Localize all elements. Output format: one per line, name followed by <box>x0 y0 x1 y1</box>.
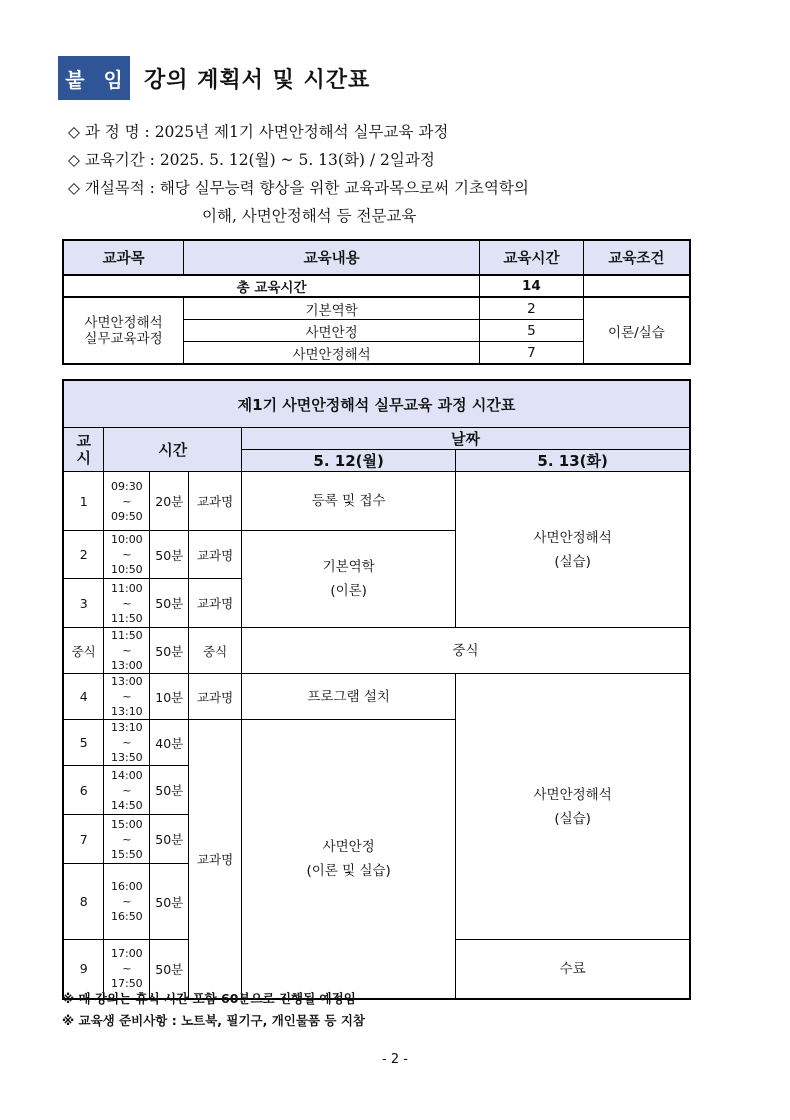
page-number: - 2 - <box>382 1052 408 1067</box>
duration: 50분 <box>150 815 189 864</box>
summary-content-row: 기본역학 <box>184 297 480 320</box>
duration: 50분 <box>150 579 189 628</box>
subject-name: 교과명 <box>189 720 242 999</box>
course-purpose-line: ◇ 개설목적 : 해당 실무능력 향상을 위한 교육과목으로써 기초역학의 <box>68 179 529 197</box>
summary-subject: 사면안정해석 실무교육과정 <box>63 297 184 364</box>
time-column-header: 시간 <box>104 428 242 472</box>
day1-afternoon-session: 사면안정 (이론 및 실습) <box>242 720 456 999</box>
note-break-policy: ※ 매 강의는 휴식 시간 포함 60분으로 진행될 예정임 <box>62 991 356 1006</box>
summary-content-row: 사면안정 <box>184 320 480 342</box>
time-range: 13:10 ~ 13:50 <box>104 720 150 766</box>
day1-basic-mechanics: 기본역학 (이론) <box>242 531 456 628</box>
period-number: 1 <box>63 472 104 531</box>
period-number: 5 <box>63 720 104 766</box>
subject-name: 중식 <box>189 628 242 674</box>
summary-condition: 이론/실습 <box>583 297 690 364</box>
summary-content-row: 사면안정해석 <box>184 342 480 365</box>
period-number: 3 <box>63 579 104 628</box>
notes <box>62 988 365 1032</box>
day2-header: 5. 13(화) <box>456 450 690 472</box>
note-preparation: ※ 교육생 준비사항 : 노트북, 필기구, 개인물품 등 지참 <box>62 1013 365 1028</box>
time-range: 13:00 ~ 13:10 <box>104 674 150 720</box>
schedule-table <box>62 379 691 1000</box>
summary-hours-row: 7 <box>480 342 584 365</box>
duration: 50분 <box>150 864 189 940</box>
summary-hours-row: 5 <box>480 320 584 342</box>
period-number: 9 <box>63 940 104 999</box>
day1-registration: 등록 및 접수 <box>242 472 456 531</box>
duration: 50분 <box>150 628 189 674</box>
time-range: 11:50 ~ 13:00 <box>104 628 150 674</box>
time-range: 14:00 ~ 14:50 <box>104 766 150 815</box>
total-hours-value: 14 <box>480 275 584 297</box>
date-column-header: 날짜 <box>242 428 690 450</box>
time-range: 16:00 ~ 16:50 <box>104 864 150 940</box>
period-column-header: 교 시 <box>63 428 104 472</box>
subject-name: 교과명 <box>189 531 242 579</box>
attachment-badge: 붙 임 <box>58 56 130 100</box>
time-range: 09:30 ~ 09:50 <box>104 472 150 531</box>
subject-name: 교과명 <box>189 472 242 531</box>
summary-header-hours: 교육시간 <box>480 240 584 275</box>
subject-name: 교과명 <box>189 579 242 628</box>
day2-morning-session: 사면안정해석 (실습) <box>456 472 690 628</box>
period-number: 2 <box>63 531 104 579</box>
duration: 40분 <box>150 720 189 766</box>
course-period-line: ◇ 교육기간 : 2025. 5. 12(월) ~ 5. 13(화) / 2일과정 <box>68 151 435 169</box>
time-range: 15:00 ~ 15:50 <box>104 815 150 864</box>
time-range: 17:00 ~ 17:50 <box>104 940 150 999</box>
summary-hours-row: 2 <box>480 297 584 320</box>
course-name-line: ◇ 과 정 명 : 2025년 제1기 사면안정해석 실무교육 과정 <box>68 123 449 141</box>
schedule-caption: 제1기 사면안정해석 실무교육 과정 시간표 <box>63 380 690 428</box>
summary-table <box>62 239 691 365</box>
period-number: 7 <box>63 815 104 864</box>
period-number: 중식 <box>63 628 104 674</box>
day1-header: 5. 12(월) <box>242 450 456 472</box>
summary-header-content: 교육내용 <box>184 240 480 275</box>
total-hours-label: 총 교육시간 <box>63 275 480 297</box>
page-title: 강의 계획서 및 시간표 <box>144 67 371 93</box>
subject-name: 교과명 <box>189 674 242 720</box>
duration: 50분 <box>150 531 189 579</box>
course-info <box>68 118 529 230</box>
day1-program-install: 프로그램 설치 <box>242 674 456 720</box>
duration: 50분 <box>150 940 189 999</box>
time-range: 10:00 ~ 10:50 <box>104 531 150 579</box>
day2-completion: 수료 <box>456 940 690 999</box>
day2-afternoon-session: 사면안정해석 (실습) <box>456 674 690 940</box>
duration: 20분 <box>150 472 189 531</box>
attachment-header <box>58 56 370 100</box>
period-number: 6 <box>63 766 104 815</box>
period-number: 8 <box>63 864 104 940</box>
time-range: 11:00 ~ 11:50 <box>104 579 150 628</box>
period-number: 4 <box>63 674 104 720</box>
total-hours-empty <box>583 275 690 297</box>
lunch-break: 중식 <box>242 628 690 674</box>
course-purpose-continued: 이해, 사면안정해석 등 전문교육 <box>202 207 417 225</box>
duration: 10분 <box>150 674 189 720</box>
summary-header-condition: 교육조건 <box>583 240 690 275</box>
duration: 50분 <box>150 766 189 815</box>
summary-header-subject: 교과목 <box>63 240 184 275</box>
